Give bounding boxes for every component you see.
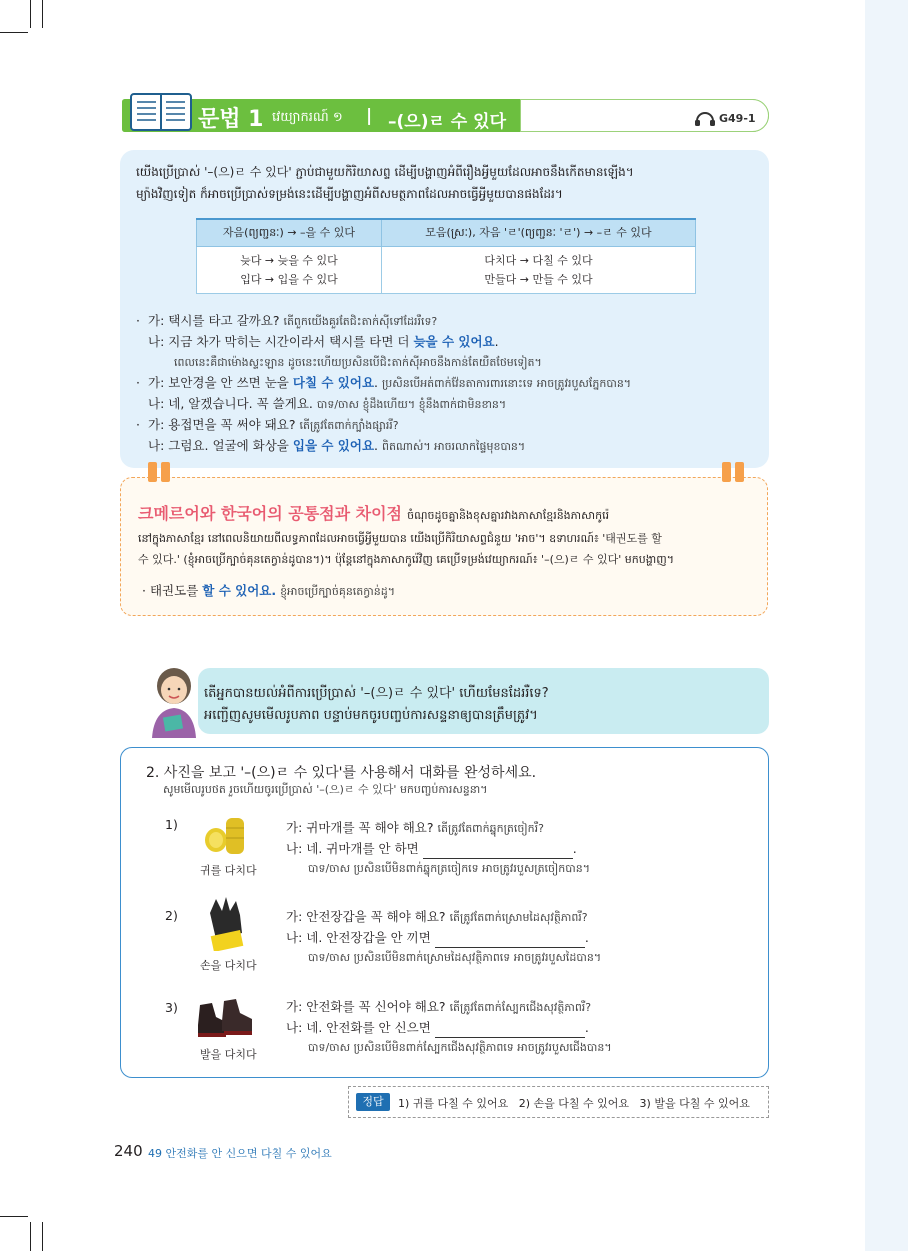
table-cell-vowel	[381, 247, 695, 294]
example-line: 나: 그럼요. 얼굴에 화상을 입을 수 있어요. ពិតណាស់។ អាចរលាកផ្ទៃមុខបាន។	[148, 438, 526, 453]
answer-label: 정답	[356, 1093, 390, 1111]
dialogue-answer-kh: បាទ/ចាស ប្រសិនបើមិនពាក់ស្បែកជើងសុវត្ថិភាពទេ អាចត្រូវរបួសជើងបាន។	[308, 1041, 612, 1054]
binder-tab	[148, 462, 157, 482]
binder-tab	[722, 462, 731, 482]
answer-blank[interactable]	[423, 845, 573, 859]
item-caption: 귀를 다치다	[200, 864, 257, 877]
binder-tab	[161, 462, 170, 482]
item-number: 1)	[165, 817, 178, 832]
answer-blank[interactable]	[435, 934, 585, 948]
answer-text: 1) 귀를 다칠 수 있어요 2) 손을 다칠 수 있어요 3) 발을 다칠 수 있어요	[398, 1097, 750, 1110]
dialogue-answer-kh: បាទ/ចាស ប្រសិនបើមិនពាក់ស្រោមដៃសុវត្ថិភាពទេ អាចត្រូវរបួសដៃបាន។	[308, 951, 602, 964]
example-line: 나: 네, 알겠습니다. 꼭 쓸게요. បាទ/ចាស ខ្ញុំដឹងហើយ។ ខ្ញុំនឹងពាក់ជាមិនខាន។	[148, 396, 507, 411]
header-separator: |	[366, 106, 373, 126]
dialogue-answer: 나: 네. 안전장갑을 안 끼면 .	[286, 928, 601, 948]
comparison-title-kh: ចំណុចដូចគ្នានិងខុសគ្នារវាងភាសាខ្មែរនិងភាសាកូរ៉េ	[407, 509, 610, 522]
grammar-label-kh: វេយ្យាករណ៍ ១	[272, 110, 343, 125]
table-row: 다치다 → 다칠 수 있다	[484, 254, 593, 267]
comparison-line: នៅក្នុងភាសាខ្មែរ នៅពេលនិយាយពីលទ្ធភាពដែលអាចធ្វើអ្វីមួយបាន យើងប្រើកិរិយាសព្ទជំនួយ 'អាច'។ ឧទាហរណ៍៖ '태권도를 할	[138, 532, 662, 545]
item-number: 3)	[165, 1000, 178, 1015]
table-header-vowel: 모음(ស្រៈ), 자음 'ㄹ'(ព្យញ្ជនៈ 'ㄹ') → –ㄹ 수 있다	[381, 219, 695, 247]
table-row: 입다 → 입을 수 있다	[240, 273, 338, 286]
table-row: 만들다 → 만들 수 있다	[484, 273, 593, 286]
crop-mark	[0, 1216, 28, 1217]
audio-code: G49-1	[719, 112, 756, 125]
conjugation-table	[196, 218, 696, 294]
crop-mark	[0, 32, 28, 33]
item-caption: 손을 다치다	[200, 959, 257, 972]
exercise-title: 2. 사진을 보고 '–(으)ㄹ 수 있다'를 사용해서 대화를 완성하세요.	[146, 765, 537, 781]
dialogue-answer: 나: 네. 안전화를 안 신으면 .	[286, 1018, 612, 1038]
table-header-consonant: 자음(ព្យញ្ជនៈ) → –을 수 있다	[197, 219, 382, 247]
table-cell-consonant	[197, 247, 382, 294]
example-list	[136, 311, 756, 457]
question-line: តើអ្នកបានយល់អំពីការប្រើប្រាស់ '–(으)ㄹ 수 있다' ហើយមែនដែររឺទេ?	[204, 686, 549, 701]
comparison-title: 크메르어와 한국어의 공통점과 차이점	[138, 504, 403, 523]
dialogue-question: 가: 귀마개를 꼭 해야 해요? តើត្រូវតែពាក់ឆ្នុកត្រចៀករឺ?	[286, 820, 544, 835]
crop-mark	[42, 0, 43, 28]
dialogue-answer: 나: 네. 귀마개를 안 하면 .	[286, 839, 590, 859]
binder-tab	[735, 462, 744, 482]
dialogue-question: 가: 안전장갑을 꼭 해야 해요? តើត្រូវតែពាក់ស្រោមដៃសុវត្ថិភាពរឺ?	[286, 909, 588, 924]
example-line: · 가: 용접면을 꼭 써야 돼요? តើត្រូវតែពាក់ក្បាំងផ្សាររឺ?	[136, 417, 399, 432]
example-line: · 가: 보안경을 안 쓰면 눈을 다칠 수 있어요. ប្រសិនបើអត់ពាក់វ៉ែនតាការពារនោះទេ អាចត្រូវរបួសភ្នែកបាន។	[136, 375, 632, 390]
intro-line-1: យើងប្រើប្រាស់ '–(으)ㄹ 수 있다' ភ្ជាប់ជាមួយកិរិយាសព្ទ ដើម្បីបង្ហាញអំពីរឿងអ្វីមួយដែលអាចនឹងកើតមានឡើង។	[136, 165, 634, 179]
intro-line-2: ម្យ៉ាងវិញទៀត ក៏អាចប្រើប្រាស់ទម្រង់នេះដើម្បីបង្ហាញអំពីសមត្ថភាពដែលអាចធ្វើអ្វីមួយបានផងដែរ។	[136, 187, 563, 201]
item-dialogue	[286, 997, 612, 1058]
headphones-icon	[694, 107, 716, 127]
dialogue-answer-kh: បាទ/ចាស ប្រសិនបើមិនពាក់ឆ្នុកត្រចៀកទេ អាចត្រូវរបួសត្រចៀកបាន។	[308, 862, 590, 875]
answer-blank[interactable]	[435, 1024, 585, 1038]
comparison-line: 수 있다.' (ខ្ញុំអាចប្រើក្បាច់គុនតេក្វាន់ដូបាន។)។ ប៉ុន្តែនៅក្នុងភាសាកូរ៉េវិញ គេប្រើទម្រង់វេយ្យាករណ៍៖ '–(으)ㄹ 수 있다' មកបង្ហាញ។	[138, 553, 674, 566]
item-dialogue	[286, 818, 590, 879]
comparison-body	[138, 528, 750, 570]
chapter-title: 49 안전화를 안 신으면 다칠 수 있어요	[148, 1147, 332, 1160]
item-caption: 발을 다치다	[200, 1048, 257, 1061]
book-icon	[128, 90, 194, 134]
gloves-icon	[202, 893, 250, 951]
example-line: · 가: 택시를 타고 갈까요? តើពួកយើងគួរតែជិះតាក់ស៊ីទៅដែររឺទេ?	[136, 313, 438, 328]
question-line: អញ្ជើញសូមមើលរូបភាព បន្ទាប់មកចូរបញ្ចប់ការសន្ទនាឲ្យបានត្រឹមត្រូវ។	[204, 708, 538, 723]
comparison-example: · 태권도를 할 수 있어요. ខ្ញុំអាចប្រើក្បាច់គុនតេក្វាន់ដូ។	[142, 583, 395, 598]
crop-mark	[30, 1222, 31, 1251]
exercise-subtitle: សូមមើលរូបថត រួចហើយចូរប្រើប្រាស់ '–(으)ㄹ 수 있다' មកបញ្ចប់ការសន្ទនា។	[163, 783, 488, 796]
grammar-label: 문법 1	[198, 107, 264, 132]
safety-shoes-icon	[194, 995, 256, 1039]
example-line: ពេលនេះគឺជាម៉ោងស្ទះឡាន ដូចនេះហើយប្រសិនបើជិះតាក់ស៊ីអាចនឹងកាន់តែយឺតថែមទៀត។	[174, 356, 542, 369]
page-number: 240	[114, 1142, 143, 1160]
table-row: 늦다 → 늦을 수 있다	[240, 254, 338, 267]
grammar-title: –(으)ㄹ 수 있다	[388, 112, 506, 132]
crop-mark	[30, 0, 31, 28]
page-margin-strip	[865, 0, 908, 1251]
crop-mark	[42, 1222, 43, 1251]
comparison-heading	[138, 501, 609, 525]
dialogue-question: 가: 안전화를 꼭 신어야 해요? តើត្រូវតែពាក់ស្បែកជើងសុវត្ថិភាពរឺ?	[286, 999, 592, 1014]
teacher-avatar-icon	[142, 660, 208, 738]
earplugs-icon	[200, 812, 250, 858]
question-text	[204, 683, 549, 727]
example-line: 나: 지금 차가 막히는 시간이라서 택시를 타면 더 늦을 수 있어요.	[148, 334, 499, 349]
item-dialogue	[286, 907, 601, 968]
item-number: 2)	[165, 908, 178, 923]
